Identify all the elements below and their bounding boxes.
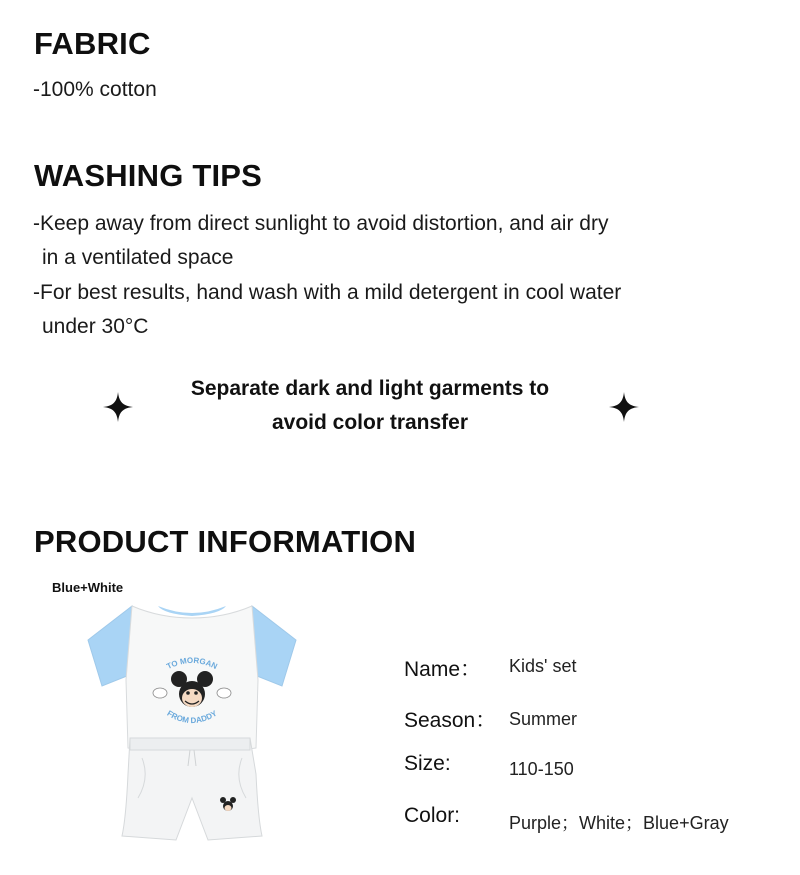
product-info-heading: PRODUCT INFORMATION (34, 524, 417, 559)
washing-tip-2-continued: under 30°C (42, 315, 149, 338)
spec-color-value: Purple；White；Blue+Gray (509, 813, 729, 833)
product-image (80, 598, 305, 853)
fabric-detail: -100% cotton (33, 78, 157, 101)
spec-season-label: Season： (404, 709, 497, 732)
svg-text:TO MORGAN: TO MORGAN (165, 655, 219, 672)
sparkle-icon (103, 392, 133, 422)
spec-color-label: Color: (404, 804, 461, 827)
spec-name-value: Kids' set (509, 656, 577, 676)
variant-label: Blue+White (52, 580, 124, 595)
washing-tips-heading: WASHING TIPS (34, 158, 263, 193)
note-line-2: avoid color transfer (271, 411, 469, 434)
spec-season-value: Summer (509, 709, 578, 729)
svg-text:FROM DADDY: FROM DADDY (165, 708, 219, 726)
tshirt-illustration (88, 606, 296, 753)
note-line-1: Separate dark and light garments to (190, 377, 550, 400)
fabric-heading: FABRIC (34, 26, 151, 61)
washing-tip-1: -Keep away from direct sunlight to avoid distortion, and air dry (33, 212, 609, 235)
shorts-illustration (122, 738, 262, 840)
washing-tip-1-continued: in a ventilated space (42, 246, 234, 269)
spec-name-label: Name： (404, 658, 482, 681)
spec-size-label: Size: (404, 752, 451, 775)
spec-size-value: 110-150 (509, 759, 574, 779)
washing-tip-2: -For best results, hand wash with a mild detergent in cool water (33, 281, 622, 304)
color-transfer-note (170, 372, 570, 440)
sparkle-icon (609, 392, 639, 422)
